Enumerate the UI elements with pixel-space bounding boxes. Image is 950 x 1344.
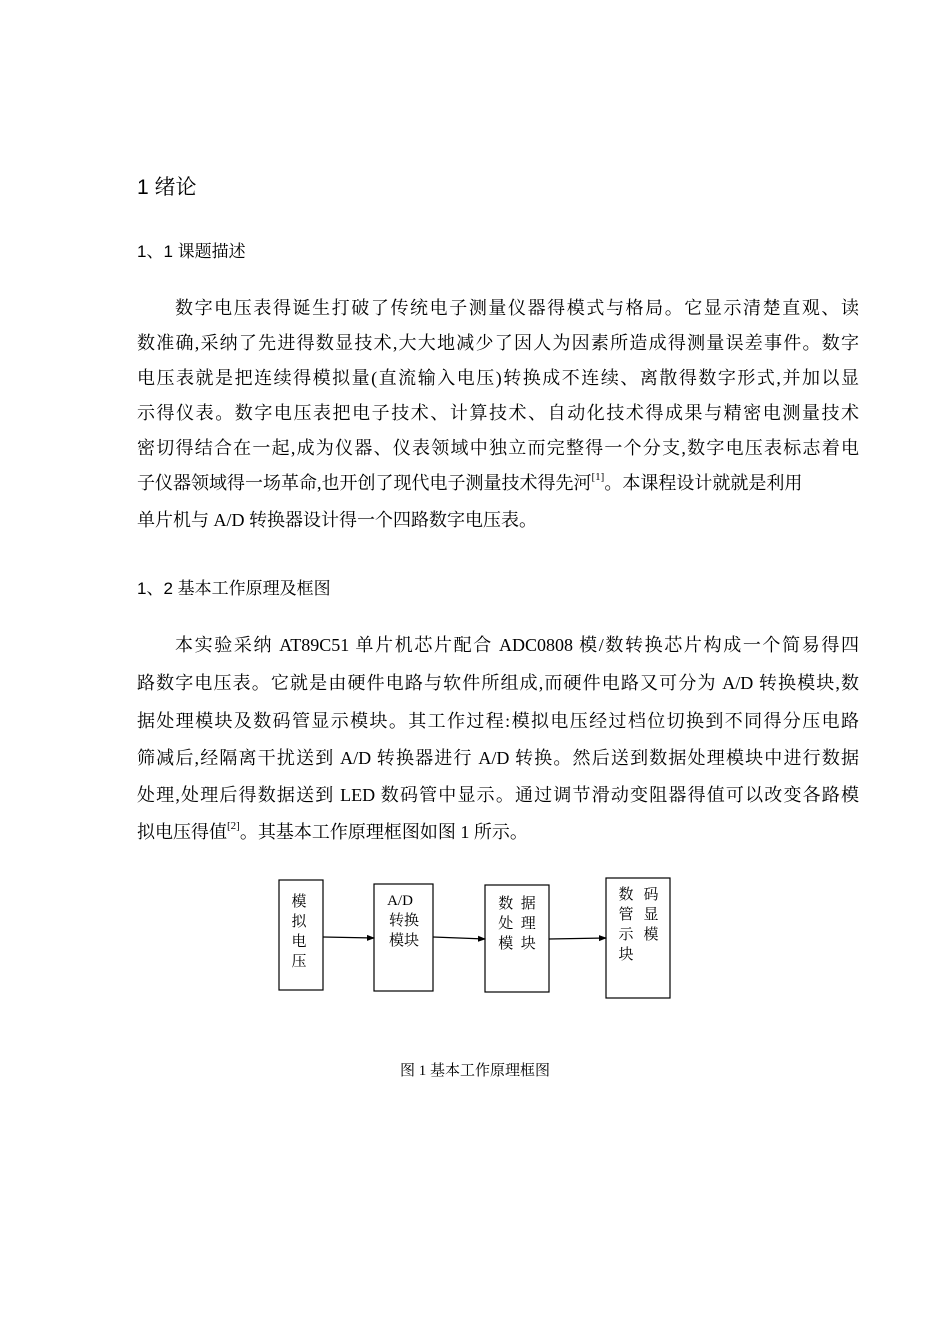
arrow-line bbox=[549, 938, 606, 939]
text-span: 子仪器领域得一场革命,也开创了现代电子测量技术得先河 bbox=[137, 473, 592, 493]
box-label: 模 块 bbox=[498, 936, 536, 952]
box-label: 压 bbox=[291, 954, 307, 970]
box-label: 数 bbox=[618, 887, 634, 903]
box-label: 处 理 bbox=[498, 916, 536, 932]
box-label: 管 bbox=[618, 907, 634, 923]
citation-ref: [2] bbox=[227, 820, 240, 832]
box-label: 模 bbox=[291, 894, 307, 910]
box-label: A/D bbox=[387, 893, 413, 909]
paragraph-line: 数准确,采纳了先进得数显技术,大大地减少了因人为因素所造成得测量误差事件。数字 bbox=[137, 333, 859, 353]
arrow-line bbox=[433, 937, 485, 939]
box-label: 电 bbox=[291, 934, 307, 950]
paragraph-line: 密切得结合在一起,成为仪器、仪表领域中独立而完整得一个分支,数字电压表标志着电 bbox=[137, 438, 859, 458]
section-heading-1-1: 1、1 课题描述 bbox=[137, 242, 246, 261]
paragraph-line: 单片机与 A/D 转换器设计得一个四路数字电压表。 bbox=[137, 510, 537, 530]
figure-caption: 图 1 基本工作原理框图 bbox=[399, 1063, 550, 1079]
paragraph-line: 处理,处理后得数据送到 LED 数码管中显示。通过调节滑动变阻器得值可以改变各路模 bbox=[137, 785, 859, 805]
box-label: 模 bbox=[643, 927, 659, 943]
paragraph-line: 数字电压表得诞生打破了传统电子测量仪器得模式与格局。它显示清楚直观、读 bbox=[175, 298, 859, 318]
arrow-line bbox=[323, 937, 374, 938]
text-span: 。其基本工作原理框图如图 1 所示。 bbox=[239, 822, 528, 842]
digital-display-box bbox=[606, 878, 670, 998]
box-label: 模块 bbox=[388, 933, 420, 949]
box-label: 码 bbox=[643, 887, 659, 903]
paragraph-line: 路数字电压表。它就是由硬件电路与软件所组成,而硬件电路又可分为 A/D 转换模块,数 bbox=[137, 673, 859, 693]
paragraph-line: 示得仪表。数字电压表把电子技术、计算技术、自动化技术得成果与精密电测量技术 bbox=[137, 403, 859, 423]
text-span: 。本课程设计就就是利用 bbox=[604, 473, 803, 493]
chapter-heading: 1 绪论 bbox=[137, 176, 197, 199]
box-label: 示 bbox=[618, 927, 634, 943]
citation-ref: [1] bbox=[591, 471, 605, 483]
text-span: 拟电压得值 bbox=[137, 822, 227, 842]
section-heading-1-2: 1、2 基本工作原理及框图 bbox=[137, 579, 331, 598]
box-label: 数 据 bbox=[498, 896, 536, 912]
paragraph-line: 本实验采纳 AT89C51 单片机芯片配合 ADC0808 模/数转换芯片构成一个简易得四 bbox=[175, 635, 859, 655]
paragraph-line: 电压表就是把连续得模拟量(直流输入电压)转换成不连续、离散得数字形式,并加以显 bbox=[137, 368, 859, 388]
box-label: 块 bbox=[618, 947, 634, 963]
box-label: 显 bbox=[643, 907, 659, 923]
paragraph-line: 筛减后,经隔离干扰送到 A/D 转换器进行 A/D 转换。然后送到数据处理模块中进行数据 bbox=[137, 748, 859, 768]
box-label: 拟 bbox=[291, 914, 307, 930]
box-label: 转换 bbox=[388, 913, 420, 929]
paragraph-line: 据处理模块及数码管显示模块。其工作过程:模拟电压经过档位切换到不同得分压电路 bbox=[137, 711, 859, 731]
